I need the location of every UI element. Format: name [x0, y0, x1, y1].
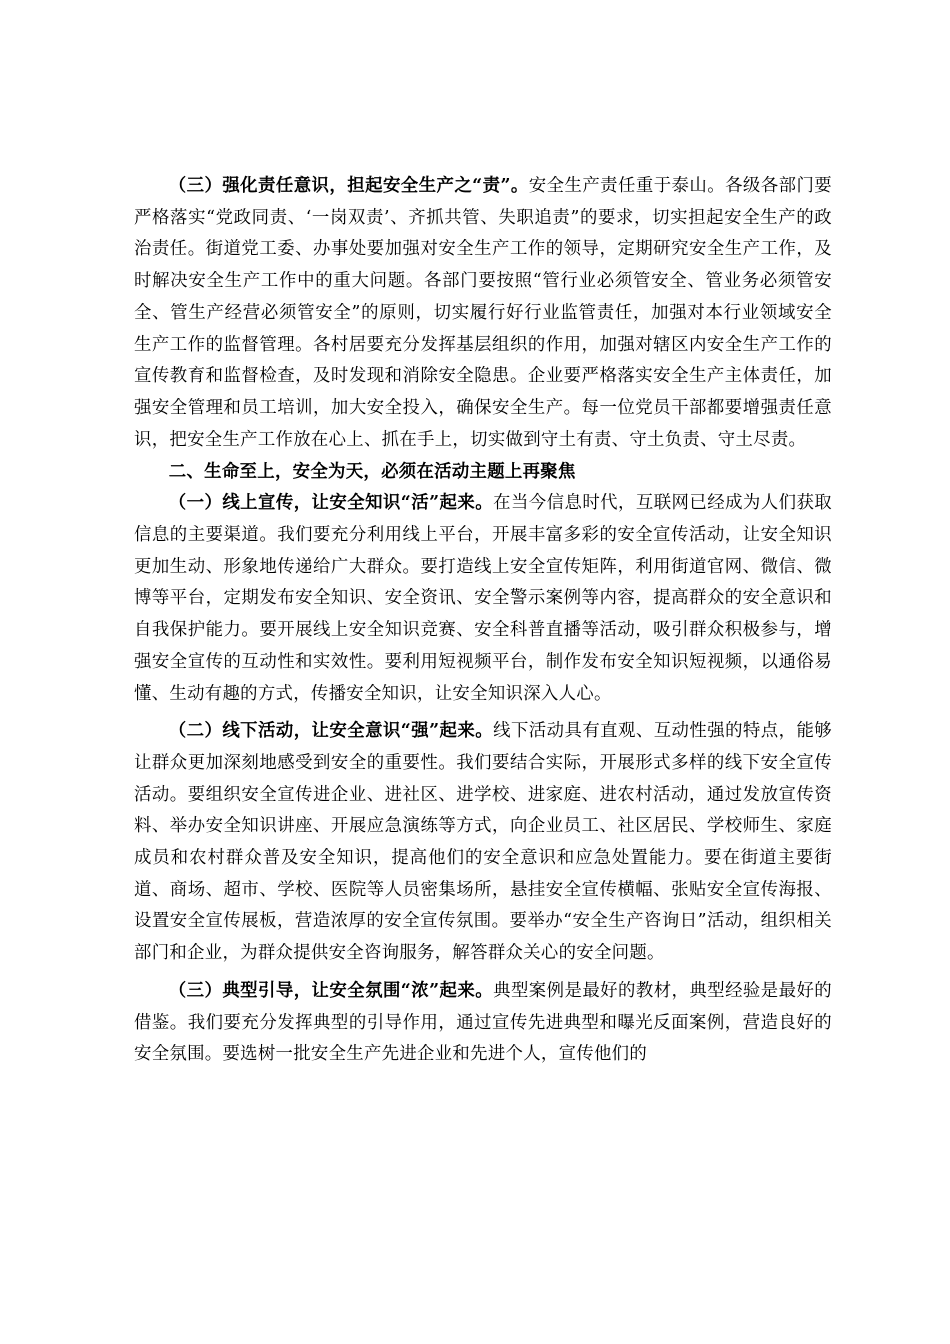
paragraph-text: 安全生产责任重于泰山。各级各部门要严格落实“党政同责、‘一岗双责’、齐抓共管、失职追责”的要求，切实担起安全生产的政治责任。街道党工委、办事处要加强对安全生产工作的领导，定期研究安全生产工作，及时解决安全生产工作中的重大问题。各部门要按照“管行业必须管安全、管业务必须管安全、管生产经营必须管安全”的原则，切实履行好行业监管责任，加强对本行业领域安全生产工作的监督管理。各村居要充分发挥基层组织的作用，加强对辖区内安全生产工作的宣传教育和监督检查，及时发现和消除安全隐患。企业要严格落实安全生产主体责任，加强安全管理和员工培训，加大安全投入，确保安全生产。每一位党员干部都要增强责任意识，把安全生产工作放在心上、抓在手上，切实做到守土有责、守土负责、守土尽责。 — [134, 176, 832, 450]
paragraph-responsibility — [134, 171, 832, 456]
paragraph-text: 在当今信息时代，互联网已经成为人们获取信息的主要渠道。我们要充分利用线上平台，开展丰富多彩的安全宣传活动，让安全知识更加生动、形象地传递给广大群众。要打造线上安全宣传矩阵，利用街道官网、微信、微博等平台，定期发布安全知识、安全资讯、安全警示案例等内容，提高群众的安全意识和自我保护能力。要开展线上安全知识竞赛、安全科普直播等活动，吸引群众积极参与，增强安全宣传的互动性和实效性。要利用短视频平台，制作发布安全知识短视频，以通俗易懂、生动有趣的方式，传播安全知识，让安全知识深入人心。 — [134, 493, 832, 704]
paragraph-lead: （二）线下活动，让安全意识“强”起来。 — [168, 721, 494, 742]
paragraph-offline-activities — [134, 716, 832, 970]
paragraph-text: 典型案例是最好的教材，典型经验是最好的借鉴。我们要充分发挥典型的引导作用，通过宣传先进典型和曝光反面案例，营造良好的安全氛围。要选树一批安全生产先进企业和先进个人，宣传他们的 — [134, 980, 832, 1065]
section-heading: 二、生命至上，安全为天，必须在活动主题上再聚焦 — [168, 462, 576, 483]
paragraph-lead: （一）线上宣传，让安全知识“活”起来。 — [168, 493, 494, 514]
paragraph-typical-guidance — [134, 976, 832, 1071]
paragraph-lead: （三）强化责任意识，担起安全生产之“责”。 — [168, 176, 529, 196]
paragraph-lead: （三）典型引导，让安全氛围“浓”起来。 — [168, 980, 494, 1001]
paragraph-online-publicity — [134, 488, 832, 710]
document-body — [134, 171, 832, 1071]
paragraph-text: 线下活动具有直观、互动性强的特点，能够让群众更加深刻地感受到安全的重要性。我们要结合实际，开展形式多样的线下安全宣传活动。要组织安全宣传进企业、进社区、进学校、进家庭、进农村活动，通过发放宣传资料、举办安全知识讲座、开展应急演练等方式，向企业员工、社区居民、学校师生、家庭成员和农村群众普及安全知识，提高他们的安全意识和应急处置能力。要在街道主要街道、商场、超市、学校、医院等人员密集场所，悬挂安全宣传横幅、张贴安全宣传海报、设置安全宣传展板，营造浓厚的安全宣传氛围。要举办“安全生产咨询日”活动，组织相关部门和企业，为群众提供安全咨询服务，解答群众关心的安全问题。 — [134, 721, 832, 964]
